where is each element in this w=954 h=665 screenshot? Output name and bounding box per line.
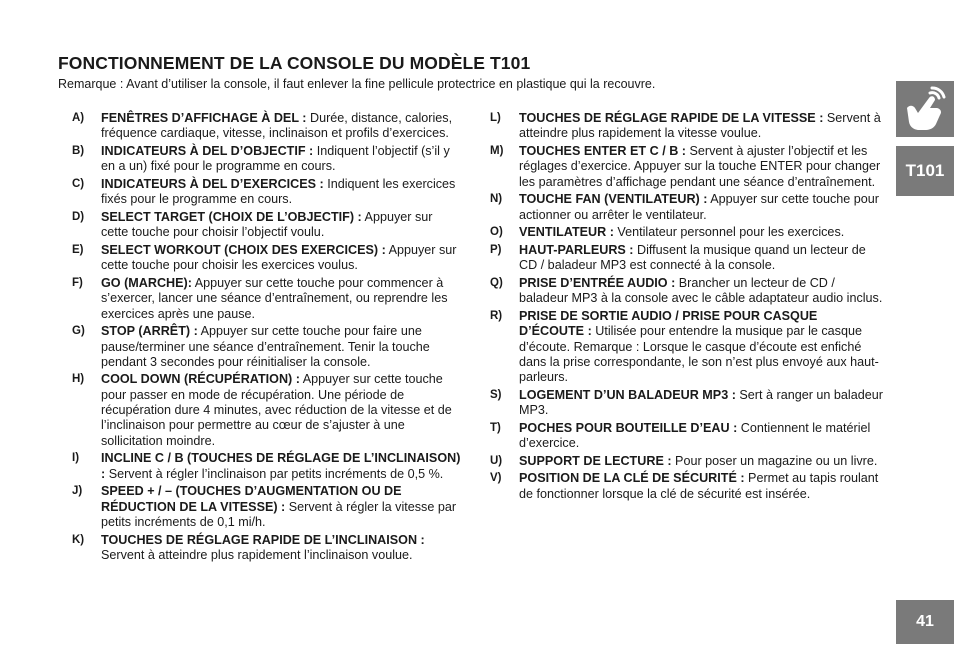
item-term: GO (MARCHE): (101, 275, 192, 290)
item-term: SELECT WORKOUT (CHOIX DES EXERCICES) : (101, 242, 386, 257)
item-text: Indiquent l’objectif (s’il y en a un) fixé pour le programme en cours. (101, 143, 450, 174)
item-text: Servent à régler l’inclinaison par petits incréments de 0,5 %. (105, 466, 444, 481)
item-term: TOUCHES ENTER ET C / B : (519, 143, 686, 158)
item-letter: U) (490, 454, 503, 467)
item-letter: F) (72, 276, 83, 289)
list-item (490, 225, 885, 240)
list-item (72, 533, 462, 564)
item-letter: I) (72, 452, 80, 465)
list-item (490, 111, 885, 142)
list-item (490, 243, 885, 274)
item-text: Appuyer sur cette touche pour choisir l’objectif voulu. (101, 209, 433, 240)
item-text: Pour poser un magazine ou un livre. (671, 453, 878, 468)
item-letter: C) (72, 177, 85, 190)
list-item (72, 111, 462, 142)
item-letter: V) (490, 472, 502, 485)
item-term: LOGEMENT D’UN BALADEUR MP3 : (519, 387, 736, 402)
item-term: STOP (ARRÊT) : (101, 324, 198, 339)
list-item (72, 210, 462, 241)
item-term: TOUCHE FAN (VENTILATEUR) : (519, 192, 708, 207)
list-item (490, 471, 885, 502)
item-term: FENÊTRES D’AFFICHAGE À DEL : (101, 111, 307, 125)
item-text: Appuyer sur cette touche pour commencer à s’exercer, lancer une séance d’entraînement, ou reprendre les exercices après une pause. (101, 275, 448, 321)
item-text: Servent à atteindre plus rapidement l’inclinaison voulue. (101, 547, 413, 562)
item-letter: E) (72, 243, 84, 256)
item-text: Utilisée pour entendre la musique par le casque d’écoute. Remarque : Lorsque le casque d’écoute est enfiché dans la prise correspondante, le son n’est plus envoyé aux haut-parleurs. (519, 324, 879, 385)
list-item (72, 144, 462, 175)
item-letter: T) (490, 421, 501, 434)
item-letter: N) (490, 193, 503, 206)
item-term: COOL DOWN (RÉCUPÉRATION) : (101, 372, 300, 387)
item-term: VENTILATEUR : (519, 225, 614, 240)
item-letter: G) (72, 325, 85, 338)
item-letter: B) (72, 144, 85, 157)
item-text: Servent à régler la vitesse par petits incréments de 0,1 mi/h. (101, 499, 457, 529)
list-item (72, 276, 462, 322)
item-letter: R) (490, 309, 503, 322)
list-item (490, 421, 885, 452)
item-text: Permet au tapis roulant de fonctionner lorsque la clé de sécurité est insérée. (519, 471, 879, 501)
list-item (72, 177, 462, 208)
item-text: Appuyer sur cette touche pour choisir les exercices voulus. (101, 242, 457, 273)
item-text: Indiquent les exercices fixés pour le programme en cours. (101, 176, 456, 207)
item-letter: J) (72, 485, 83, 498)
item-letter: H) (72, 373, 85, 386)
item-letter: P) (490, 243, 502, 256)
item-text: Appuyer sur cette touche pour passer en mode de récupération. Une période de récupération dure 4 minutes, avec réduction de la vitesse et de l’inclinaison pour permettre au cœur de s’ajuster à une sollicitation moindre. (101, 372, 452, 448)
item-text: Contiennent le matériel d’exercice. (519, 420, 871, 451)
item-text: Sert à ranger un baladeur MP3. (519, 387, 883, 418)
list-item (72, 243, 462, 274)
item-term: PRISE D’ENTRÉE AUDIO : (519, 275, 676, 290)
page-title: FONCTIONNEMENT DE LA CONSOLE DU MODÈLE T101 (58, 53, 531, 73)
item-text: Diffusent la musique quand un lecteur de CD / baladeur MP3 est connecté à la console. (519, 242, 866, 273)
right-column (490, 111, 885, 504)
page-note: Remarque : Avant d’utiliser la console, il faut enlever la fine pellicule protectrice en plastique qui la recouvre. (58, 77, 656, 91)
item-letter: S) (490, 388, 502, 401)
item-letter: L) (490, 112, 501, 124)
item-term: POCHES POUR BOUTEILLE D’EAU : (519, 420, 738, 435)
item-letter: Q) (490, 276, 503, 289)
list-item (72, 484, 462, 530)
page-number: 41 (896, 600, 954, 644)
item-term: HAUT-PARLEURS : (519, 242, 634, 257)
item-term: INDICATEURS À DEL D’EXERCICES : (101, 176, 324, 191)
item-letter: K) (72, 533, 85, 546)
item-letter: A) (72, 112, 85, 124)
list-item (72, 324, 462, 370)
item-text: Servent à atteindre plus rapidement la vitesse voulue. (519, 111, 881, 141)
item-term: INCLINE C / B (TOUCHES DE RÉGLAGE DE L’INCLINAISON) : (101, 451, 461, 481)
list-item (72, 451, 462, 482)
item-term: SPEED + / – (TOUCHES D’AUGMENTATION OU DE RÉDUCTION DE LA VITESSE) : (101, 484, 402, 514)
item-text: Servent à ajuster l’objectif et les réglages d’exercice. Appuyer sur la touche ENTER pour changer les paramètres d’affichage pendant une séance d’entraînement. (519, 143, 881, 189)
item-text: Appuyer sur cette touche pour actionner ou arrêter le ventilateur. (519, 192, 879, 222)
list-item (72, 372, 462, 448)
item-text: Ventilateur personnel pour les exercices. (613, 225, 845, 240)
item-term: SUPPORT DE LECTURE : (519, 453, 672, 468)
item-term: INDICATEURS À DEL D’OBJECTIF : (101, 143, 314, 158)
item-term: SELECT TARGET (CHOIX DE L’OBJECTIF) : (101, 209, 362, 224)
item-term: POSITION DE LA CLÉ DE SÉCURITÉ : (519, 471, 745, 486)
item-letter: M) (490, 144, 504, 157)
item-text: Brancher un lecteur de CD / baladeur MP3 à la console avec le câble adaptateur audio inclus. (519, 275, 883, 306)
item-term: TOUCHES DE RÉGLAGE RAPIDE DE LA VITESSE : (519, 111, 824, 125)
list-item (490, 454, 885, 469)
list-item (490, 309, 885, 385)
hand-touch-icon (896, 81, 954, 137)
item-term: TOUCHES DE RÉGLAGE RAPIDE DE L’INCLINAISON : (101, 532, 425, 547)
list-item (490, 192, 885, 223)
list-item (490, 276, 885, 307)
left-column (72, 111, 462, 566)
item-term: PRISE DE SORTIE AUDIO / PRISE POUR CASQUE D’ÉCOUTE : (519, 308, 818, 339)
item-text: Appuyer sur cette touche pour faire une pause/terminer une séance d’entraînement. Tenir la touche pendant 3 secondes pour réinitialiser la console. (101, 324, 430, 369)
item-letter: D) (72, 210, 85, 223)
list-item (490, 388, 885, 419)
model-tab: T101 (896, 146, 954, 196)
item-letter: O) (490, 226, 503, 239)
list-item (490, 144, 885, 190)
item-text: Durée, distance, calories, fréquence cardiaque, vitesse, inclinaison et profils d’exercices. (101, 111, 453, 141)
